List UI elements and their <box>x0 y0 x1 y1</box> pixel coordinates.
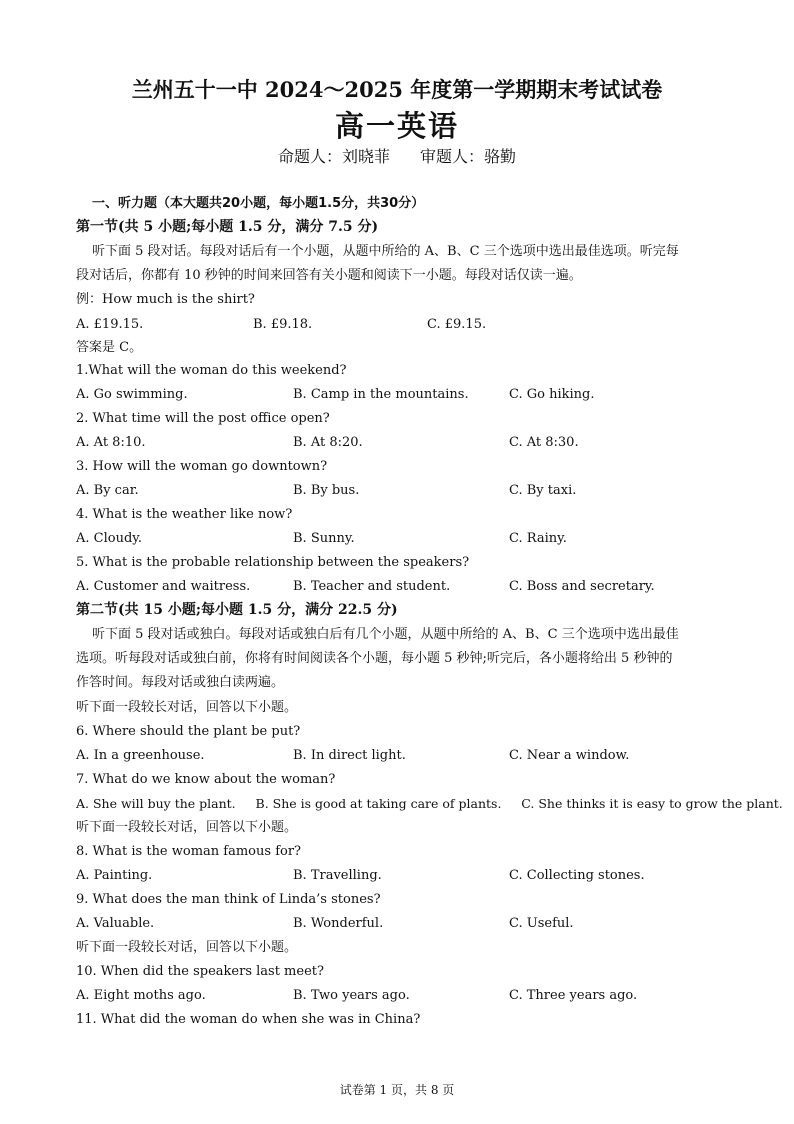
section2-heading: 第二节(共 15 小题;每小题 1.5 分，满分 22.5 分) <box>76 602 398 618</box>
subject-title: 高一英语 <box>334 109 459 143</box>
option-b: B. Sunny. <box>293 531 355 546</box>
option-a: A. Customer and waitress. <box>76 579 251 594</box>
section1-heading: 第一节(共 5 小题;每小题 1.5 分，满分 7.5 分) <box>76 219 379 235</box>
question-8: 8. What is the woman famous for? <box>76 844 302 859</box>
question-10: 10. When did the speakers last meet? <box>76 964 324 979</box>
example-answer: 答案是 C。 <box>76 340 143 355</box>
option-c: C. Collecting stones. <box>509 868 645 883</box>
option-c: C. Three years ago. <box>509 988 638 1003</box>
question-5: 5. What is the probable relationship between the speakers? <box>76 555 470 570</box>
exam-title: 兰州五十一中 2024～2025 年度第一学期期末考试试卷 <box>131 77 663 102</box>
option-a: A. At 8:10. <box>76 435 146 450</box>
option-a: A. Cloudy. <box>76 531 143 546</box>
option-b: B. In direct light. <box>293 748 406 763</box>
dialogue-lead-3: 听下面一段较长对话，回答以下小题。 <box>76 940 298 955</box>
option-a: A. Painting. <box>76 868 153 883</box>
option-c: C. Boss and secretary. <box>509 579 655 594</box>
dialogue-lead-1: 听下面一段较长对话，回答以下小题。 <box>76 700 298 715</box>
option-b: B. £9.18. <box>253 317 313 332</box>
question-6: 6. Where should the plant be put? <box>76 724 301 739</box>
reviewer: 审题人：骆勤 <box>420 147 517 166</box>
option-c: C. £9.15. <box>427 317 487 332</box>
option-c: C. Useful. <box>509 916 574 931</box>
option-c: C. Near a window. <box>509 748 630 763</box>
dialogue-lead-2: 听下面一段较长对话，回答以下小题。 <box>76 820 298 835</box>
question-1: 1.What will the woman do this weekend? <box>76 363 347 378</box>
option-a: A. By car. <box>76 483 139 498</box>
section2-instruction-3: 作答时间。每段对话或独白读两遍。 <box>76 675 285 690</box>
example-question: 例：How much is the shirt? <box>76 292 255 307</box>
question-2: 2. What time will the post office open? <box>76 411 330 426</box>
option-b: B. By bus. <box>293 483 360 498</box>
option-c: C. Rainy. <box>509 531 567 546</box>
option-b: B. Two years ago. <box>293 988 410 1003</box>
question-9: 9. What does the man think of Linda’s stones? <box>76 892 381 907</box>
part1-heading: 一、听力题（本大题共20小题，每小题1.5分，共30分） <box>92 196 425 211</box>
option-b: B. Camp in the mountains. <box>293 387 469 402</box>
option-a: A. In a greenhouse. <box>76 748 205 763</box>
question-7-options: A. She will buy the plant. B. She is good at taking care of plants. C. She thinks it is easy to grow the plant. <box>76 796 783 811</box>
authors-line <box>0 144 794 167</box>
option-c: C. At 8:30. <box>509 435 579 450</box>
question-7: 7. What do we know about the woman? <box>76 772 336 787</box>
section1-instruction-2: 段对话后，你都有 10 秒钟的时间来回答有关小题和阅读下一小题。每段对话仅读一遍。 <box>76 268 582 283</box>
option-b: B. Teacher and student. <box>293 579 451 594</box>
option-a: A. Go swimming. <box>76 387 188 402</box>
option-a: A. Valuable. <box>76 916 155 931</box>
option-a: A. Eight moths ago. <box>76 988 206 1003</box>
question-4: 4. What is the weather like now? <box>76 507 293 522</box>
section2-instruction-2: 选项。听每段对话或独白前，你将有时间阅读各个小题，每小题 5 秒钟;听完后，各小题将给出 5 秒钟的 <box>76 651 673 666</box>
question-3: 3. How will the woman go downtown? <box>76 459 328 474</box>
option-b: B. Wonderful. <box>293 916 384 931</box>
setter: 命题人：刘晓菲 <box>277 147 390 166</box>
question-11: 11. What did the woman do when she was in China? <box>76 1012 421 1027</box>
option-b: B. Travelling. <box>293 868 382 883</box>
page-footer: 试卷第 1 页，共 8 页 <box>339 1083 455 1097</box>
option-c: C. Go hiking. <box>509 387 595 402</box>
option-a: A. £19.15. <box>76 317 144 332</box>
section1-instruction-1: 听下面 5 段对话。每段对话后有一个小题，从题中所给的 A、B、C 三个选项中选出最佳选项。听完每 <box>92 244 679 259</box>
section2-instruction-1: 听下面 5 段对话或独白。每段对话或独白后有几个小题，从题中所给的 A、B、C 三个选项中选出最佳 <box>92 627 679 642</box>
option-c: C. By taxi. <box>509 483 577 498</box>
option-b: B. At 8:20. <box>293 435 363 450</box>
